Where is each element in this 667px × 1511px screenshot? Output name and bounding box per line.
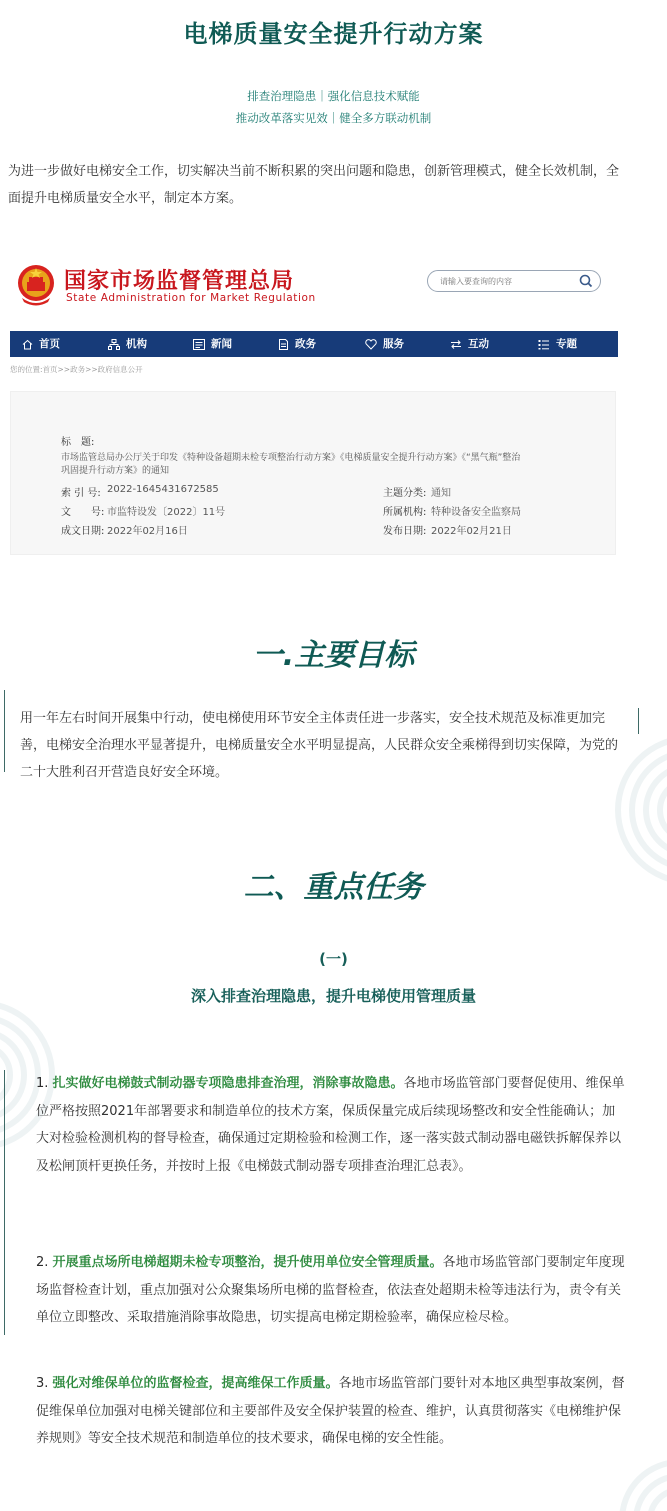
article-subtitle-line2: 推动改革落实见效｜健全多方联动机制 [235, 111, 432, 125]
national-emblem-icon [16, 262, 56, 308]
gov-navbar [10, 331, 618, 357]
doc-topic-value: 通知 [431, 488, 451, 499]
task-item-3 [36, 1370, 626, 1453]
task-item-text: 各地市场监管部门要制定年度现场监督检查计划，重点加强对公众聚集场所电梯的监督检查，依法查处超期未检等违法行为，责令有关单位立即整改、采取措施消除事故隐患，切实提高电梯定期检验率，确保应检尽检。 [36, 1255, 625, 1325]
doc-title-value-line2: 巩固提升行动方案》的通知 [61, 466, 170, 476]
gov-breadcrumb: 您的位置:首页>>政务>>政府信息公开 [10, 365, 143, 374]
nav-label: 服务 [383, 338, 404, 350]
search-icon[interactable] [578, 273, 594, 289]
doc-created-value: 2022年02月16日 [107, 526, 188, 537]
org-name-cn: 国家市场监督管理总局 [64, 269, 295, 294]
task-item-highlight: 扎实做好电梯鼓式制动器专项隐患排查治理，消除事故隐患。 [52, 1076, 404, 1091]
section2-sub-title: 深入排查治理隐患，提升电梯使用管理质量 [190, 987, 476, 1005]
task-item-text: 各地市场监管部门要督促使用、维保单位严格按照2021年部署要求和制造单位的技术方案，保质保量完成后续现场整改和安全性能确认；加大对检验检测机构的督导检查，确保通过定期检验和检测工作，逐一落实鼓式制动器电磁铁拆解保养以及松闸顶杆更换任务，并按时上报《电梯鼓式制动器专项排查治理汇总表》。 [36, 1076, 625, 1174]
gov-search-input[interactable] [438, 273, 582, 290]
nav-item-news[interactable] [193, 331, 232, 357]
doc-index-value: 2022-1645431672585 [107, 484, 219, 495]
heart-icon [365, 339, 377, 350]
exchange-arrows-icon [450, 339, 462, 350]
nav-item-service[interactable] [365, 331, 404, 357]
task-item-2 [36, 1249, 626, 1332]
nav-item-affairs[interactable] [278, 331, 316, 357]
article-title: 电梯质量安全提升行动方案 [183, 20, 484, 48]
task-item-number: 3. [36, 1376, 49, 1391]
intro-paragraph: 为进一步做好电梯安全工作，切实解决当前不断积累的突出问题和隐患，创新管理模式，健全长效机制，全面提升电梯质量安全水平，制定本方案。 [8, 164, 620, 206]
doc-published-value: 2022年02月21日 [431, 526, 512, 537]
nav-item-org[interactable] [108, 331, 147, 357]
nav-label: 互动 [468, 338, 489, 350]
doc-agency-label: 所属机构: [383, 507, 427, 518]
nav-item-topics[interactable] [538, 331, 577, 357]
nav-label: 专题 [556, 338, 577, 350]
article-subtitle-line1: 排查治理隐患｜强化信息技术赋能 [247, 89, 420, 103]
doc-title-label: 标 题: [61, 437, 95, 448]
news-icon [193, 339, 205, 350]
nav-item-home[interactable] [22, 331, 60, 357]
task-item-highlight: 强化对维保单位的监督检查，提高维保工作质量。 [52, 1376, 339, 1391]
gov-search-box [427, 270, 601, 292]
org-name-en: State Administration for Market Regulation [66, 292, 316, 304]
doc-index-label: 索 引 号: [61, 488, 101, 499]
nav-label: 政务 [295, 338, 316, 350]
list-icon [538, 339, 550, 350]
section2-sub-label: (一) [319, 950, 348, 968]
section2-heading: 二、重点任务 [243, 870, 424, 905]
document-icon [278, 339, 289, 350]
org-chart-icon [108, 339, 120, 350]
section2-left-bar [4, 1070, 5, 1335]
section1-right-bar [638, 708, 639, 734]
doc-info-box [10, 391, 616, 555]
doc-number-label: 文 号: [61, 507, 105, 518]
section1-heading: 一.主要目标 [252, 638, 415, 673]
doc-agency-value: 特种设备安全监察局 [431, 507, 521, 518]
doc-number-value: 市监特设发〔2022〕11号 [107, 507, 226, 518]
task-item-text: 各地市场监管部门要针对本地区典型事故案例，督促维保单位加强对电梯关键部位和主要部件及安全保护装置的检查、维护，认真贯彻落实《电梯维护保养规则》等安全技术规范和制造单位的技术要求，确保电梯的安全性能。 [36, 1376, 625, 1446]
doc-created-label: 成文日期: [61, 526, 105, 537]
nav-label: 新闻 [211, 338, 232, 350]
task-item-number: 2. [36, 1255, 49, 1270]
doc-topic-label: 主题分类: [383, 488, 427, 499]
home-icon [22, 339, 33, 350]
doc-published-label: 发布日期: [383, 526, 427, 537]
section1-left-bar [4, 690, 5, 772]
doc-title-value-line1: 市场监管总局办公厅关于印发《特种设备超期未检专项整治行动方案》《电梯质量安全提升行动方案》《“黑气瓶”整治 [61, 453, 521, 463]
nav-label: 机构 [126, 338, 147, 350]
nav-label: 首页 [39, 338, 60, 350]
nav-item-interact[interactable] [450, 331, 489, 357]
task-item-highlight: 开展重点场所电梯超期未检专项整治，提升使用单位安全管理质量。 [52, 1255, 443, 1270]
section1-body: 用一年左右时间开展集中行动，使电梯使用环节安全主体责任进一步落实，安全技术规范及标准更加完善，电梯安全治理水平显著提升，电梯质量安全水平明显提高，人民群众安全乘梯得到切实保障，为党的二十大胜利召开营造良好安全环境。 [20, 711, 619, 780]
task-item-1 [36, 1070, 626, 1180]
task-item-number: 1. [36, 1076, 49, 1091]
